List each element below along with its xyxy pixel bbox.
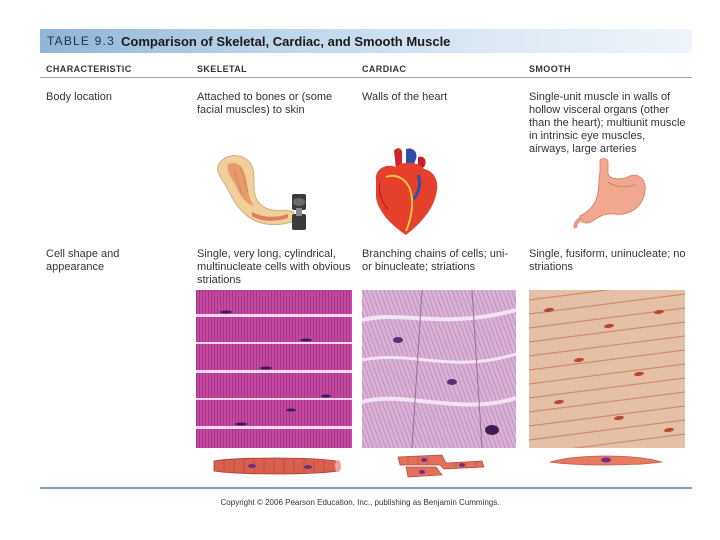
skeletal-cell-shape: Single, very long, cylindrical, multinucleate cells with obvious striations — [197, 248, 351, 286]
cardiac-cell-shape: Branching chains of cells; uni- or binucleate; striations — [362, 248, 509, 273]
smooth-cell-illustration — [548, 452, 664, 470]
header-divider — [40, 77, 692, 78]
header-characteristic: CHARACTERISTIC — [46, 64, 132, 74]
stomach-illustration — [570, 158, 650, 233]
copyright-notice: Copyright © 2006 Pearson Education, Inc., publishing as Benjamin Cummings. — [220, 498, 500, 507]
header-smooth: SMOOTH — [529, 64, 571, 74]
header-cardiac: CARDIAC — [362, 64, 407, 74]
smooth-micrograph — [529, 290, 685, 448]
cardiac-cells-illustration — [396, 453, 486, 479]
row-label-cell-shape: Cell shape and appearance — [46, 248, 120, 273]
footer-divider — [40, 487, 692, 489]
arm-dumbbell-illustration — [212, 152, 322, 232]
heart-illustration — [366, 147, 446, 237]
smooth-body-location: Single-unit muscle in walls of hollow visceral organs (other than the heart); multiunit muscle in intrinsic eye muscles, airways, large arteries — [529, 91, 686, 155]
skeletal-body-location: Attached to bones or (some facial muscles) to skin — [197, 91, 333, 116]
table-title: Comparison of Skeletal, Cardiac, and Smooth Muscle — [121, 34, 451, 49]
smooth-cell-shape: Single, fusiform, uninucleate; no striations — [529, 248, 686, 273]
cardiac-micrograph — [362, 290, 516, 448]
header-skeletal: SKELETAL — [197, 64, 248, 74]
row-label-body-location: Body location — [46, 91, 113, 103]
skeletal-fiber-illustration — [210, 455, 342, 477]
cardiac-body-location: Walls of the heart — [362, 91, 448, 103]
table-number: TABLE 9.3 — [47, 34, 115, 48]
skeletal-micrograph — [196, 290, 352, 448]
